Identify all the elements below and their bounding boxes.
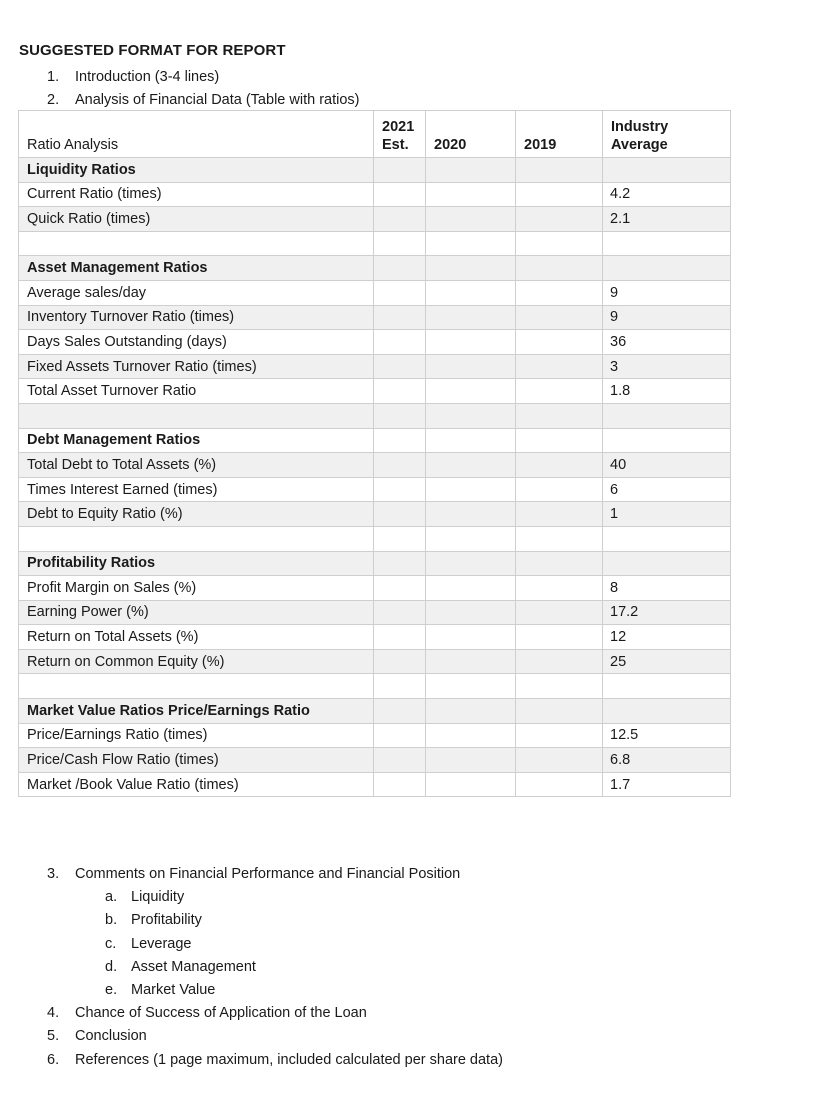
table-blank-row — [19, 526, 731, 551]
value-2020-cell — [426, 526, 516, 551]
ratio-label: Debt Management Ratios — [19, 428, 374, 453]
value-2021-cell — [374, 625, 426, 650]
value-2020-cell — [426, 772, 516, 797]
value-2019-cell — [516, 280, 603, 305]
value-2021-cell — [374, 256, 426, 281]
value-2021-cell — [374, 379, 426, 404]
industry-average-value: 6.8 — [603, 748, 731, 773]
value-2019-cell — [516, 723, 603, 748]
table-row — [19, 305, 731, 330]
list-number: b. — [105, 912, 118, 929]
value-2019-cell — [516, 256, 603, 281]
value-2019-cell — [516, 502, 603, 527]
value-2021-cell — [374, 207, 426, 232]
ratio-label: Price/Earnings Ratio (times) — [19, 723, 374, 748]
industry-average-value: 2.1 — [603, 207, 731, 232]
ratio-label: Times Interest Earned (times) — [19, 477, 374, 502]
value-2019-cell — [516, 576, 603, 601]
header-industry-average: Industry Average — [603, 111, 731, 158]
value-2021-cell — [374, 428, 426, 453]
value-2020-cell — [426, 158, 516, 183]
value-2019-cell — [516, 354, 603, 379]
ratio-label: Fixed Assets Turnover Ratio (times) — [19, 354, 374, 379]
ratio-label: Profitability Ratios — [19, 551, 374, 576]
value-2019-cell — [516, 551, 603, 576]
value-2019-cell — [516, 231, 603, 256]
table-row — [19, 182, 731, 207]
value-2020-cell — [426, 625, 516, 650]
ratio-label: Average sales/day — [19, 280, 374, 305]
industry-average-value: 40 — [603, 453, 731, 478]
table-row — [19, 723, 731, 748]
table-section-row — [19, 699, 731, 724]
value-2020-cell — [426, 502, 516, 527]
intro-list — [47, 66, 359, 112]
industry-average-value: 8 — [603, 576, 731, 601]
table-row — [19, 625, 731, 650]
list-number: d. — [105, 958, 118, 975]
ratio-label: Inventory Turnover Ratio (times) — [19, 305, 374, 330]
list-text: Introduction (3-4 lines) — [75, 69, 220, 85]
value-2021-cell — [374, 502, 426, 527]
list-text: Conclusion — [75, 1028, 147, 1045]
value-2020-cell — [426, 674, 516, 699]
value-2020-cell — [426, 207, 516, 232]
value-2021-cell — [374, 330, 426, 355]
industry-average-value — [603, 158, 731, 183]
value-2019-cell — [516, 748, 603, 773]
ratio-label: Debt to Equity Ratio (%) — [19, 502, 374, 527]
table-header-row — [19, 111, 731, 158]
header-ratio-analysis: Ratio Analysis — [19, 111, 374, 158]
value-2020-cell — [426, 182, 516, 207]
value-2021-cell — [374, 305, 426, 330]
sub-list-item — [47, 933, 503, 956]
list-number: 4. — [47, 1005, 60, 1022]
ratio-label: Profit Margin on Sales (%) — [19, 576, 374, 601]
ratio-label: Current Ratio (times) — [19, 182, 374, 207]
list-text: Asset Management — [131, 958, 256, 975]
value-2021-cell — [374, 231, 426, 256]
industry-average-value — [603, 403, 731, 428]
table-row — [19, 600, 731, 625]
ratio-label: Return on Total Assets (%) — [19, 625, 374, 650]
value-2019-cell — [516, 453, 603, 478]
sub-list-item — [47, 886, 503, 909]
industry-average-value: 1.7 — [603, 772, 731, 797]
table-row — [19, 772, 731, 797]
value-2019-cell — [516, 772, 603, 797]
industry-average-value — [603, 674, 731, 699]
value-2021-cell — [374, 649, 426, 674]
value-2021-cell — [374, 748, 426, 773]
list-number: 5. — [47, 1028, 60, 1045]
value-2021-cell — [374, 526, 426, 551]
value-2020-cell — [426, 723, 516, 748]
industry-average-value — [603, 428, 731, 453]
value-2020-cell — [426, 379, 516, 404]
value-2020-cell — [426, 453, 516, 478]
list-text: Analysis of Financial Data (Table with ratios) — [75, 92, 360, 108]
list-number: 2. — [47, 92, 60, 108]
value-2019-cell — [516, 649, 603, 674]
header-2021-est: 2021 Est. — [374, 111, 426, 158]
list-number: e. — [105, 982, 118, 999]
industry-average-value: 6 — [603, 477, 731, 502]
ratio-label: Earning Power (%) — [19, 600, 374, 625]
value-2019-cell — [516, 158, 603, 183]
table-section-row — [19, 158, 731, 183]
value-2019-cell — [516, 600, 603, 625]
value-2020-cell — [426, 256, 516, 281]
value-2019-cell — [516, 428, 603, 453]
table-section-row — [19, 256, 731, 281]
ratio-label: Total Debt to Total Assets (%) — [19, 453, 374, 478]
table-row — [19, 379, 731, 404]
value-2020-cell — [426, 699, 516, 724]
value-2019-cell — [516, 403, 603, 428]
table-row — [19, 576, 731, 601]
value-2019-cell — [516, 305, 603, 330]
ratio-label: Market Value Ratios Price/Earnings Ratio — [19, 699, 374, 724]
list-text: Comments on Financial Performance and Financial Position — [75, 866, 461, 882]
list-text: Liquidity — [131, 889, 185, 906]
table-section-row — [19, 428, 731, 453]
list-text: Chance of Success of Application of the Loan — [75, 1005, 367, 1022]
industry-average-value: 4.2 — [603, 182, 731, 207]
header-2020: 2020 — [426, 111, 516, 158]
page-title: SUGGESTED FORMAT FOR REPORT — [19, 42, 286, 59]
industry-average-value: 3 — [603, 354, 731, 379]
industry-average-value — [603, 231, 731, 256]
ratio-analysis-table — [18, 110, 731, 797]
value-2019-cell — [516, 674, 603, 699]
value-2020-cell — [426, 354, 516, 379]
industry-average-value: 17.2 — [603, 600, 731, 625]
ratio-label: Market /Book Value Ratio (times) — [19, 772, 374, 797]
list-number: 6. — [47, 1051, 60, 1068]
value-2021-cell — [374, 551, 426, 576]
table-blank-row — [19, 674, 731, 699]
value-2020-cell — [426, 330, 516, 355]
value-2019-cell — [516, 477, 603, 502]
value-2020-cell — [426, 600, 516, 625]
value-2019-cell — [516, 330, 603, 355]
value-2019-cell — [516, 625, 603, 650]
ratio-label: Total Asset Turnover Ratio — [19, 379, 374, 404]
table-blank-row — [19, 231, 731, 256]
value-2020-cell — [426, 748, 516, 773]
list-number: c. — [105, 935, 117, 952]
ratio-label — [19, 231, 374, 256]
ratio-label: Asset Management Ratios — [19, 256, 374, 281]
list-text: Profitability — [131, 912, 202, 929]
sub-list-item — [47, 979, 503, 1002]
industry-average-value — [603, 256, 731, 281]
list-item — [47, 1049, 503, 1072]
industry-average-value: 12 — [603, 625, 731, 650]
industry-average-value: 1 — [603, 502, 731, 527]
value-2020-cell — [426, 428, 516, 453]
table-row — [19, 502, 731, 527]
list-item — [47, 89, 359, 112]
list-number: a. — [105, 889, 118, 906]
sub-list-item — [47, 956, 503, 979]
value-2020-cell — [426, 649, 516, 674]
value-2020-cell — [426, 403, 516, 428]
value-2021-cell — [374, 477, 426, 502]
ratio-label — [19, 674, 374, 699]
value-2021-cell — [374, 182, 426, 207]
table-row — [19, 748, 731, 773]
value-2021-cell — [374, 453, 426, 478]
industry-average-value — [603, 526, 731, 551]
report-outline-list — [47, 863, 503, 1072]
value-2021-cell — [374, 723, 426, 748]
value-2019-cell — [516, 526, 603, 551]
list-text: Leverage — [131, 935, 192, 952]
value-2020-cell — [426, 477, 516, 502]
value-2020-cell — [426, 305, 516, 330]
value-2019-cell — [516, 699, 603, 724]
industry-average-value: 9 — [603, 280, 731, 305]
table-row — [19, 477, 731, 502]
ratio-label — [19, 403, 374, 428]
table-row — [19, 649, 731, 674]
list-text: Market Value — [131, 982, 216, 999]
industry-average-value: 25 — [603, 649, 731, 674]
sub-list-item — [47, 909, 503, 932]
table-body — [19, 158, 731, 797]
value-2019-cell — [516, 379, 603, 404]
ratio-label: Quick Ratio (times) — [19, 207, 374, 232]
table-row — [19, 207, 731, 232]
ratio-label: Liquidity Ratios — [19, 158, 374, 183]
table-row — [19, 330, 731, 355]
ratio-label — [19, 526, 374, 551]
value-2019-cell — [516, 182, 603, 207]
industry-average-value — [603, 551, 731, 576]
value-2020-cell — [426, 280, 516, 305]
value-2021-cell — [374, 354, 426, 379]
list-number: 3. — [47, 866, 60, 882]
ratio-label: Price/Cash Flow Ratio (times) — [19, 748, 374, 773]
ratio-label: Return on Common Equity (%) — [19, 649, 374, 674]
table-blank-row — [19, 403, 731, 428]
value-2021-cell — [374, 600, 426, 625]
list-item — [47, 1025, 503, 1048]
industry-average-value: 1.8 — [603, 379, 731, 404]
industry-average-value — [603, 699, 731, 724]
value-2021-cell — [374, 772, 426, 797]
industry-average-value: 9 — [603, 305, 731, 330]
industry-average-value: 36 — [603, 330, 731, 355]
header-2019: 2019 — [516, 111, 603, 158]
value-2020-cell — [426, 576, 516, 601]
table-row — [19, 354, 731, 379]
list-text: References (1 page maximum, included calculated per share data) — [75, 1051, 503, 1068]
list-item — [47, 66, 359, 89]
value-2021-cell — [374, 403, 426, 428]
value-2020-cell — [426, 231, 516, 256]
value-2021-cell — [374, 280, 426, 305]
list-number: 1. — [47, 69, 60, 85]
table-row — [19, 453, 731, 478]
industry-average-value: 12.5 — [603, 723, 731, 748]
list-item — [47, 863, 503, 886]
value-2020-cell — [426, 551, 516, 576]
value-2019-cell — [516, 207, 603, 232]
value-2021-cell — [374, 158, 426, 183]
value-2021-cell — [374, 674, 426, 699]
value-2021-cell — [374, 699, 426, 724]
value-2021-cell — [374, 576, 426, 601]
list-item — [47, 1002, 503, 1025]
ratio-label: Days Sales Outstanding (days) — [19, 330, 374, 355]
table-section-row — [19, 551, 731, 576]
table-row — [19, 280, 731, 305]
